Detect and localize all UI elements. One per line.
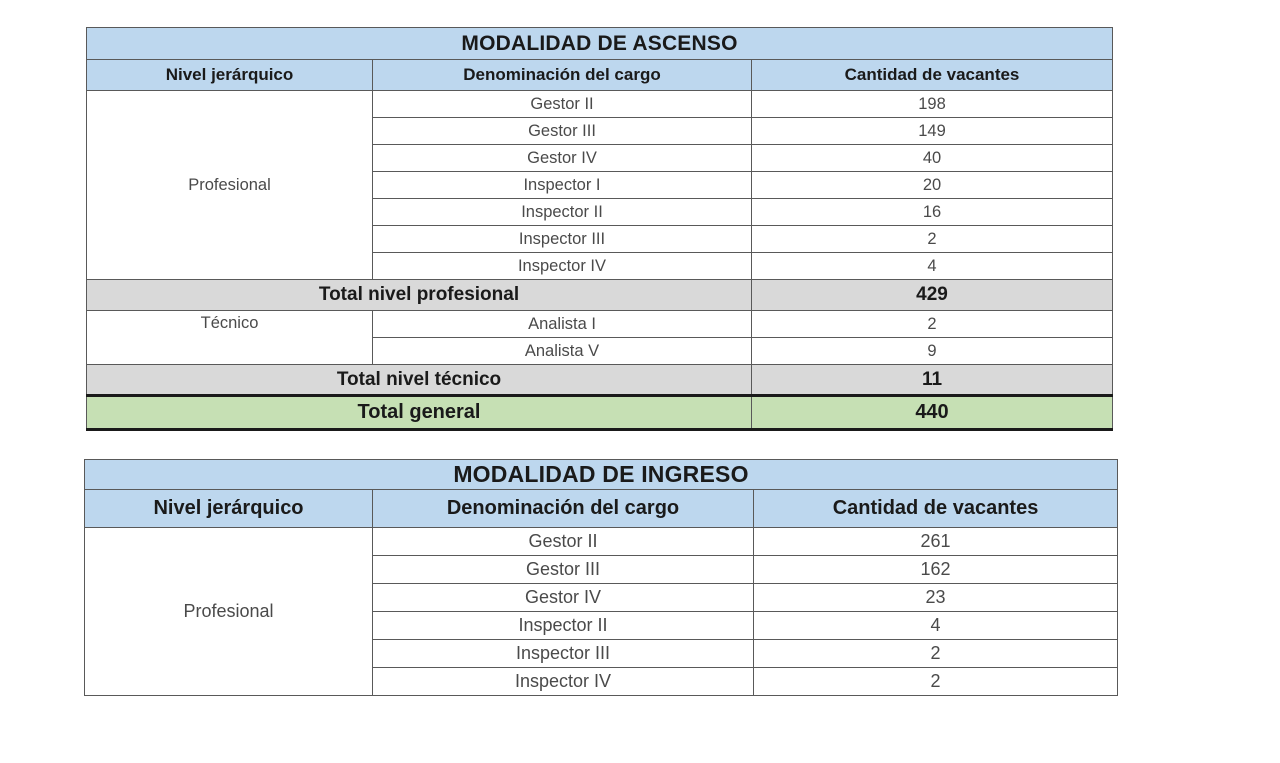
subtotal-label: Total nivel técnico bbox=[87, 365, 752, 396]
cargo-cell: Analista V bbox=[373, 338, 752, 365]
cargo-cell: Gestor II bbox=[373, 91, 752, 118]
vacantes-cell: 198 bbox=[752, 91, 1113, 118]
vacantes-cell: 20 bbox=[752, 172, 1113, 199]
table-row bbox=[87, 311, 1113, 338]
subtotal-value: 11 bbox=[752, 365, 1113, 396]
cargo-cell: Gestor IV bbox=[373, 145, 752, 172]
vacantes-cell: 4 bbox=[754, 612, 1118, 640]
subtotal-label: Total nivel profesional bbox=[87, 280, 752, 311]
cargo-cell: Gestor IV bbox=[373, 584, 754, 612]
cargo-cell: Gestor II bbox=[373, 528, 754, 556]
vacantes-cell: 2 bbox=[754, 668, 1118, 696]
cargo-cell: Inspector IV bbox=[373, 668, 754, 696]
cargo-cell: Gestor III bbox=[373, 118, 752, 145]
cargo-cell: Inspector III bbox=[373, 226, 752, 253]
vacantes-cell: 261 bbox=[754, 528, 1118, 556]
vacantes-cell: 2 bbox=[752, 226, 1113, 253]
column-header-cantidad-de-vacantes: Cantidad de vacantes bbox=[752, 60, 1113, 91]
vacantes-cell: 9 bbox=[752, 338, 1113, 365]
vacantes-cell: 16 bbox=[752, 199, 1113, 226]
table-title: MODALIDAD DE ASCENSO bbox=[87, 28, 1113, 60]
column-header-cantidad-de-vacantes: Cantidad de vacantes bbox=[754, 490, 1118, 528]
column-header-nivel-jerarquico: Nivel jerárquico bbox=[85, 490, 373, 528]
grand-total-value: 440 bbox=[752, 396, 1113, 430]
level-cell-profesional: Profesional bbox=[85, 528, 373, 696]
table-title-row bbox=[87, 28, 1113, 60]
cargo-cell: Inspector II bbox=[373, 199, 752, 226]
table-row bbox=[87, 91, 1113, 118]
column-header-denominacion-del-cargo: Denominación del cargo bbox=[373, 60, 752, 91]
table-row bbox=[85, 528, 1118, 556]
table-title: MODALIDAD DE INGRESO bbox=[85, 460, 1118, 490]
vacantes-cell: 2 bbox=[752, 311, 1113, 338]
table-title-row bbox=[85, 460, 1118, 490]
grand-total-label: Total general bbox=[87, 396, 752, 430]
level-cell-tecnico: Técnico bbox=[87, 311, 373, 365]
subtotal-row-tecnico bbox=[87, 365, 1113, 396]
subtotal-row-profesional bbox=[87, 280, 1113, 311]
vacantes-cell: 4 bbox=[752, 253, 1113, 280]
cargo-cell: Analista I bbox=[373, 311, 752, 338]
column-header-denominacion-del-cargo: Denominación del cargo bbox=[373, 490, 754, 528]
table-header-row bbox=[85, 490, 1118, 528]
grand-total-row bbox=[87, 396, 1113, 430]
cargo-cell: Inspector I bbox=[373, 172, 752, 199]
vacancies-table-ingreso bbox=[84, 459, 1118, 696]
column-header-nivel-jerarquico: Nivel jerárquico bbox=[87, 60, 373, 91]
vacantes-cell: 162 bbox=[754, 556, 1118, 584]
cargo-cell: Inspector IV bbox=[373, 253, 752, 280]
vacantes-cell: 23 bbox=[754, 584, 1118, 612]
subtotal-value: 429 bbox=[752, 280, 1113, 311]
vacantes-cell: 40 bbox=[752, 145, 1113, 172]
vacancies-table-ascenso bbox=[86, 27, 1113, 431]
table-header-row bbox=[87, 60, 1113, 91]
vacantes-cell: 149 bbox=[752, 118, 1113, 145]
vacantes-cell: 2 bbox=[754, 640, 1118, 668]
cargo-cell: Gestor III bbox=[373, 556, 754, 584]
level-cell-profesional: Profesional bbox=[87, 91, 373, 280]
cargo-cell: Inspector III bbox=[373, 640, 754, 668]
cargo-cell: Inspector II bbox=[373, 612, 754, 640]
